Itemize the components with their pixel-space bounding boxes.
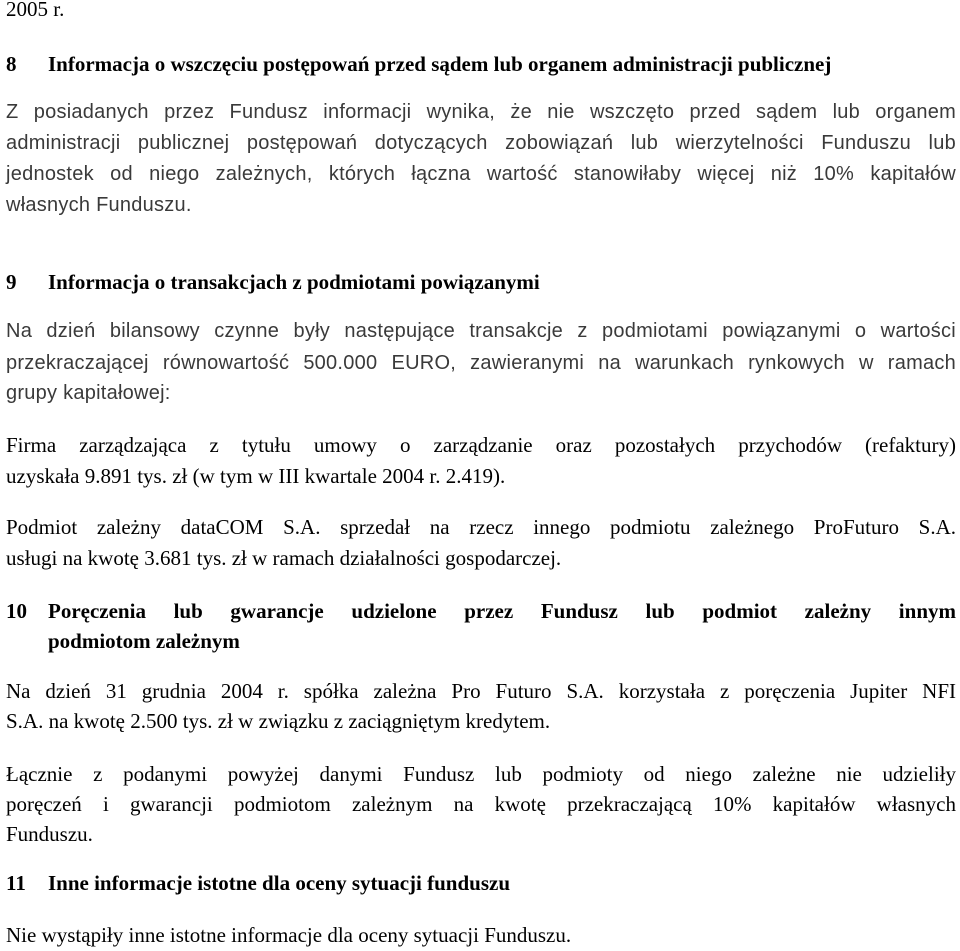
section-10-para-2-line-2: poręczeń i gwarancji podmiotom zależnym na kwotę przekraczającą 10% kapitałów własnych — [6, 792, 956, 816]
section-10-title-line-2: podmiotom zależnym — [48, 629, 240, 653]
section-9-intro-line-2-text: przekraczającej równowartość 500.000 EURO, zawieranymi na warunkach rynkowych w ramach — [6, 352, 956, 374]
section-8-line-2: administracji publicznej postępowań dotyczących zobowiązań lub wierzytelności Funduszu lub — [6, 132, 956, 154]
section-11-number: 11 — [6, 871, 26, 895]
section-9-title: Informacja o transakcjach z podmiotami powiązanymi — [48, 270, 540, 294]
section-8-line-4: własnych Funduszu. — [6, 194, 192, 216]
section-9-item-1-line-2: uzyskała 9.891 tys. zł (w tym w III kwartale 2004 r. 2.419). — [6, 464, 506, 488]
section-10-para-1-line-2: S.A. na kwotę 2.500 tys. zł w związku z zaciągniętym kredytem. — [6, 709, 551, 733]
section-10-number: 10 — [6, 599, 27, 623]
date-fragment: 2005 r. — [6, 0, 65, 21]
section-10-title-line-1: Poręczenia lub gwarancje udzielone przez Fundusz lub podmiot zależny innym — [48, 599, 956, 623]
section-10-para-2-line-3: Funduszu. — [6, 822, 93, 846]
section-11-paragraph: Nie wystąpiły inne istotne informacje dla oceny sytuacji Funduszu. — [6, 923, 572, 947]
section-9-intro-line-2 — [6, 347, 956, 379]
section-11-title: Inne informacje istotne dla oceny sytuacji funduszu — [48, 871, 511, 895]
section-8-line-3: jednostek od niego zależnych, których łączna wartość stanowiłaby więcej niż 10% kapitałów — [6, 163, 956, 185]
section-8-line-1: Z posiadanych przez Fundusz informacji wynika, że nie wszczęto przed sądem lub organem — [6, 101, 956, 123]
section-9-intro-line-1: Na dzień bilansowy czynne były następujące transakcje z podmiotami powiązanymi o wartości — [6, 320, 956, 342]
section-9-intro-line-3: grupy kapitałowej: — [6, 382, 171, 404]
section-8-number: 8 — [6, 52, 17, 76]
section-9-number: 9 — [6, 270, 17, 294]
section-8-title: Informacja o wszczęciu postępowań przed sądem lub organem administracji publicznej — [48, 52, 832, 76]
section-10-para-2-line-1: Łącznie z podanymi powyżej danymi Fundusz lub podmioty od niego zależne nie udzieliły — [6, 762, 956, 786]
section-10-para-1-line-1: Na dzień 31 grudnia 2004 r. spółka zależna Pro Futuro S.A. korzystała z poręczenia Jupiter NFI — [6, 679, 956, 703]
section-9-item-1-line-1: Firma zarządzająca z tytułu umowy o zarządzanie oraz pozostałych przychodów (refaktury) — [6, 433, 956, 457]
section-9-item-2-line-1: Podmiot zależny dataCOM S.A. sprzedał na rzecz innego podmiotu zależnego ProFuturo S.A. — [6, 515, 956, 539]
section-9-item-2-line-2: usługi na kwotę 3.681 tys. zł w ramach działalności gospodarczej. — [6, 546, 562, 570]
